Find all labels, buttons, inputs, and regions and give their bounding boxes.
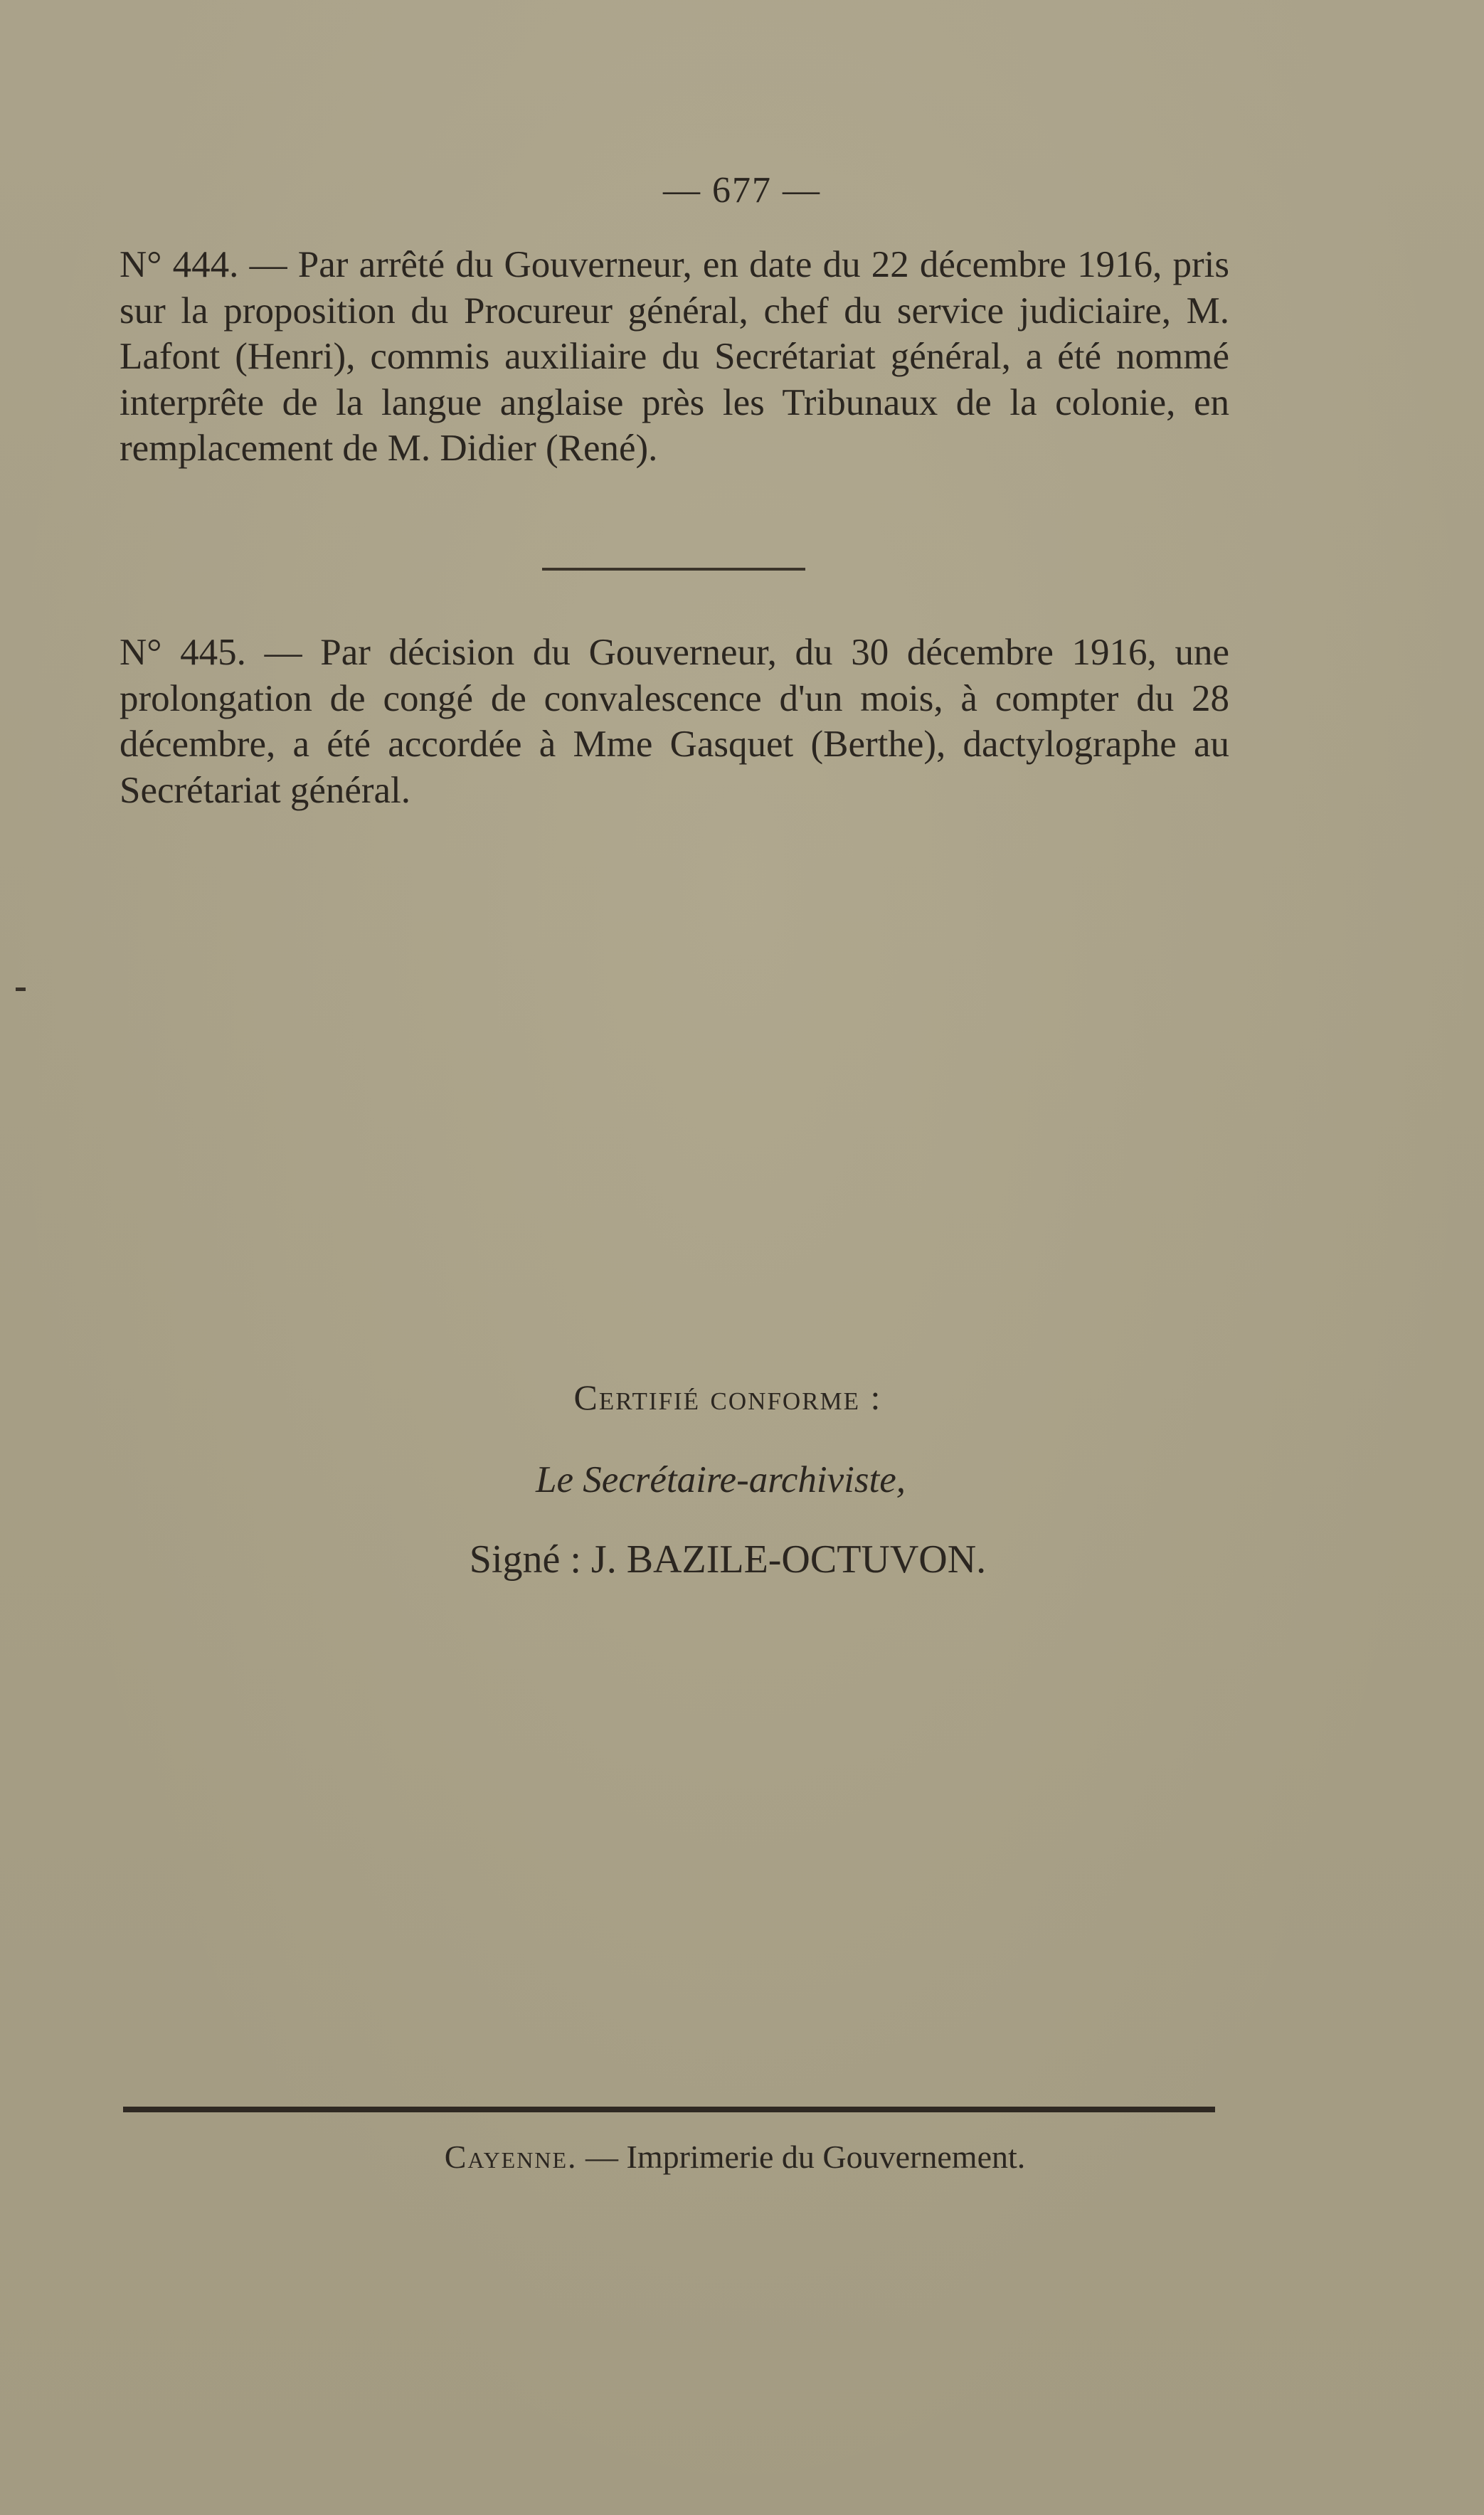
- certification-heading: Certifié conforme :: [573, 1377, 882, 1417]
- section-divider: [542, 568, 805, 571]
- imprint-separator: —: [585, 2139, 618, 2175]
- imprint-city: Cayenne.: [444, 2139, 578, 2175]
- certification-signature: Signé : J. BAZILE-OCTUVON.: [469, 1537, 987, 1582]
- imprint-printer: Imprimerie du Gouvernement.: [626, 2139, 1026, 2175]
- page-number: — 677 —: [663, 170, 821, 211]
- printer-imprint: [0, 2138, 1477, 2176]
- paper-speck: [16, 988, 26, 991]
- certification-title: Le Secrétaire-archiviste,: [535, 1459, 906, 1500]
- footer-divider: [123, 2107, 1215, 2112]
- entry-444: N° 444. — Par arrêté du Gouverneur, en date du 22 décembre 1916, pris sur la proposition du Procureur général, chef du service judiciaire, M. Lafont (Henri), commis auxiliaire du Secrétariat général, a été nommé interprête de la langue anglaise près les Tribunaux de la colonie, en remplacement de M. Didier (René).: [120, 244, 1229, 469]
- entry-445: N° 445. — Par décision du Gouverneur, du 30 décembre 1916, une prolongation de congé de convalescence d'un mois, à compter du 28 décembre, a été accordée à Mme Gasquet (Berthe), dactylographe au Secrétariat général.: [120, 632, 1229, 811]
